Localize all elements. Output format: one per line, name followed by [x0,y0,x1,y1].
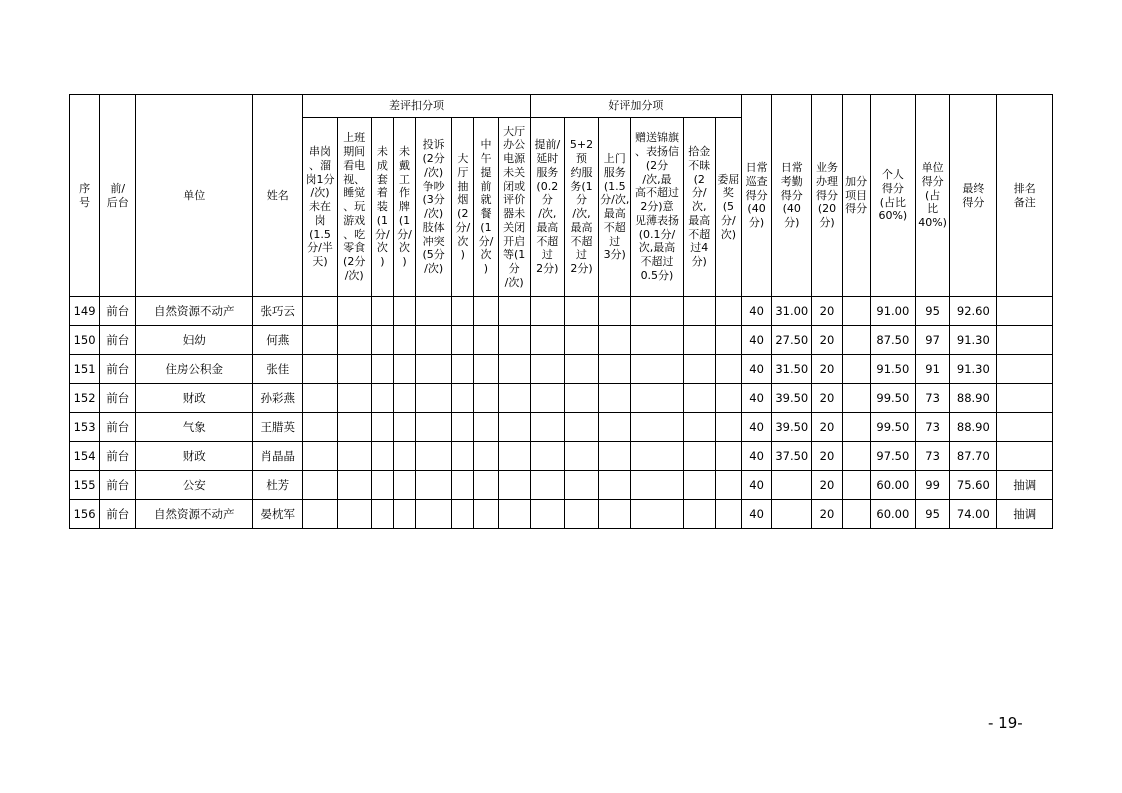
cell-empty [303,500,337,529]
cell-empty [683,297,715,326]
cell-bonus-score [842,413,870,442]
cell-empty [599,442,631,471]
header-front-back: 前/ 后台 [100,95,136,297]
cell-empty [452,355,474,384]
cell-empty [530,355,564,384]
cell-final: 74.00 [950,500,997,529]
cell-daily-patrol: 40 [742,442,772,471]
cell-unit-score: 99 [916,471,950,500]
cell-empty [683,413,715,442]
cell-empty [371,413,393,442]
header-deduct-item: 串岗 、溜 岗1分 /次) 未在 岗 (1.5 分/半 天) [303,118,337,297]
cell-daily-patrol: 40 [742,413,772,442]
cell-empty [498,384,530,413]
cell-personal: 91.50 [870,355,915,384]
table-row [70,442,1053,471]
cell-seq: 152 [70,384,100,413]
cell-business: 20 [812,500,842,529]
cell-empty [303,384,337,413]
cell-name: 何燕 [253,326,303,355]
cell-daily-attendance: 31.50 [772,355,812,384]
cell-final: 92.60 [950,297,997,326]
header-name: 姓名 [253,95,303,297]
cell-daily-patrol: 40 [742,500,772,529]
cell-empty [393,355,415,384]
cell-personal: 91.00 [870,297,915,326]
cell-daily-attendance: 39.50 [772,413,812,442]
score-table [69,94,1053,529]
cell-personal: 87.50 [870,326,915,355]
table-row [70,413,1053,442]
cell-empty [530,500,564,529]
header-deduct-item: 中 午 提 前 就 餐 (1 分/ 次 ) [474,118,498,297]
cell-empty [564,442,598,471]
header-deduct-item: 上班 期间 看电 视、 睡觉 、玩 游戏 、吃 零食 (2分 /次) [337,118,371,297]
cell-business: 20 [812,413,842,442]
cell-bonus-score [842,471,870,500]
cell-empty [564,326,598,355]
cell-seq: 155 [70,471,100,500]
cell-seq: 154 [70,442,100,471]
cell-empty [337,384,371,413]
cell-empty [530,326,564,355]
cell-unit-score: 73 [916,413,950,442]
cell-empty [393,442,415,471]
cell-empty [631,413,683,442]
cell-empty [474,442,498,471]
cell-empty [371,355,393,384]
cell-empty [452,297,474,326]
cell-empty [371,297,393,326]
cell-empty [303,355,337,384]
cell-bonus-score [842,297,870,326]
cell-unit-score: 73 [916,384,950,413]
header-bonus-item: 提前/ 延时 服务 (0.2 分 /次, 最高 不超 过 2分) [530,118,564,297]
cell-personal: 60.00 [870,471,915,500]
cell-bonus-score [842,355,870,384]
cell-empty [564,471,598,500]
header-seq: 序 号 [70,95,100,297]
cell-business: 20 [812,297,842,326]
cell-empty [599,413,631,442]
cell-empty [474,413,498,442]
cell-empty [371,471,393,500]
cell-daily-attendance: 27.50 [772,326,812,355]
cell-empty [715,471,741,500]
header-bonus-item: 拾金 不昧 (2 分/ 次, 最高 不超 过4 分) [683,118,715,297]
cell-empty [530,297,564,326]
table-row [70,500,1053,529]
cell-front-back: 前台 [100,384,136,413]
cell-empty [337,326,371,355]
cell-empty [416,500,452,529]
cell-business: 20 [812,326,842,355]
cell-personal: 99.50 [870,413,915,442]
cell-unit-score: 73 [916,442,950,471]
cell-empty [599,326,631,355]
cell-business: 20 [812,355,842,384]
table-row [70,384,1053,413]
cell-personal: 99.50 [870,384,915,413]
cell-rank-note [997,355,1053,384]
cell-unit-score: 95 [916,297,950,326]
cell-unit-score: 91 [916,355,950,384]
cell-empty [337,500,371,529]
cell-front-back: 前台 [100,326,136,355]
cell-empty [715,384,741,413]
cell-final: 91.30 [950,326,997,355]
cell-name: 王腊英 [253,413,303,442]
cell-empty [683,442,715,471]
cell-empty [416,413,452,442]
cell-seq: 150 [70,326,100,355]
cell-empty [631,355,683,384]
header-deduct-item: 大 厅 抽 烟 (2 分/ 次 ) [452,118,474,297]
cell-empty [683,500,715,529]
header-bonus-item: 5+2预 约服 务(1 分 /次, 最高 不超 过 2分) [564,118,598,297]
cell-unit: 妇幼 [136,326,253,355]
cell-empty [715,500,741,529]
cell-empty [715,297,741,326]
cell-empty [416,297,452,326]
cell-empty [452,471,474,500]
cell-empty [393,471,415,500]
cell-empty [498,500,530,529]
cell-front-back: 前台 [100,355,136,384]
cell-rank-note [997,442,1053,471]
cell-daily-attendance [772,500,812,529]
cell-empty [452,326,474,355]
cell-empty [337,413,371,442]
cell-empty [337,471,371,500]
cell-empty [498,326,530,355]
cell-empty [631,500,683,529]
cell-bonus-score [842,442,870,471]
header-bonus-group: 好评加分项 [530,95,741,118]
cell-front-back: 前台 [100,500,136,529]
cell-empty [498,413,530,442]
header-deduct-item: 大厅 办公 电源 未关 闭或 评价 器未 关闭 开启 等(1 分 /次) [498,118,530,297]
cell-empty [683,384,715,413]
cell-empty [599,500,631,529]
cell-empty [683,326,715,355]
cell-front-back: 前台 [100,297,136,326]
cell-unit: 自然资源不动产 [136,297,253,326]
cell-empty [564,297,598,326]
cell-bonus-score [842,500,870,529]
cell-empty [715,326,741,355]
cell-empty [416,384,452,413]
cell-empty [393,297,415,326]
cell-empty [416,471,452,500]
cell-empty [530,384,564,413]
header-unit: 单位 [136,95,253,297]
cell-final: 75.60 [950,471,997,500]
cell-empty [393,326,415,355]
cell-unit-score: 95 [916,500,950,529]
cell-unit: 财政 [136,384,253,413]
cell-seq: 156 [70,500,100,529]
header-deduct-item: 未 成 套 着 装 (1 分/ 次 ) [371,118,393,297]
cell-empty [416,442,452,471]
cell-empty [393,500,415,529]
cell-unit: 自然资源不动产 [136,500,253,529]
cell-name: 肖晶晶 [253,442,303,471]
header-personal: 个人 得分 (占比 60%) [870,95,915,297]
cell-empty [452,442,474,471]
cell-empty [371,384,393,413]
cell-empty [474,326,498,355]
cell-daily-attendance: 31.00 [772,297,812,326]
cell-seq: 151 [70,355,100,384]
cell-daily-attendance: 39.50 [772,384,812,413]
cell-unit: 公安 [136,471,253,500]
header-final: 最终 得分 [950,95,997,297]
cell-business: 20 [812,384,842,413]
header-daily-attendance: 日常 考勤 得分 (40 分) [772,95,812,297]
cell-bonus-score [842,384,870,413]
cell-empty [474,355,498,384]
cell-empty [599,471,631,500]
cell-bonus-score [842,326,870,355]
header-bonus-score: 加分 项目 得分 [842,95,870,297]
cell-empty [452,413,474,442]
cell-rank-note [997,326,1053,355]
header-daily-patrol: 日常 巡查 得分 (40 分) [742,95,772,297]
cell-empty [564,500,598,529]
header-deduct-item: 未 戴 工 作 牌 (1 分/ 次 ) [393,118,415,297]
cell-empty [564,384,598,413]
cell-empty [564,413,598,442]
cell-rank-note [997,384,1053,413]
cell-front-back: 前台 [100,413,136,442]
cell-empty [631,297,683,326]
cell-personal: 97.50 [870,442,915,471]
cell-daily-patrol: 40 [742,297,772,326]
cell-empty [498,297,530,326]
cell-empty [452,500,474,529]
cell-seq: 153 [70,413,100,442]
cell-business: 20 [812,442,842,471]
cell-daily-attendance [772,471,812,500]
cell-name: 张佳 [253,355,303,384]
cell-name: 杜芳 [253,471,303,500]
cell-daily-patrol: 40 [742,384,772,413]
table-row [70,355,1053,384]
table-row [70,297,1053,326]
cell-empty [474,471,498,500]
cell-daily-attendance: 37.50 [772,442,812,471]
header-unit-score: 单位 得分 (占 比 40%) [916,95,950,297]
cell-empty [303,326,337,355]
cell-empty [715,355,741,384]
cell-empty [631,326,683,355]
cell-empty [631,471,683,500]
header-deduct-item: 投诉 (2分 /次) 争吵 (3分 /次) 肢体 冲突 (5分 /次) [416,118,452,297]
cell-seq: 149 [70,297,100,326]
cell-empty [530,413,564,442]
cell-unit: 财政 [136,442,253,471]
cell-rank-note: 抽调 [997,471,1053,500]
cell-personal: 60.00 [870,500,915,529]
cell-empty [474,297,498,326]
cell-final: 87.70 [950,442,997,471]
cell-empty [371,442,393,471]
cell-empty [498,442,530,471]
cell-empty [303,297,337,326]
cell-empty [337,442,371,471]
cell-final: 88.90 [950,384,997,413]
cell-empty [337,355,371,384]
cell-empty [474,500,498,529]
header-business: 业务 办理 得分 (20 分) [812,95,842,297]
table-row [70,471,1053,500]
cell-empty [530,471,564,500]
cell-empty [599,355,631,384]
cell-rank-note: 抽调 [997,500,1053,529]
cell-empty [371,500,393,529]
cell-daily-patrol: 40 [742,471,772,500]
cell-empty [683,471,715,500]
header-rank: 排名 备注 [997,95,1053,297]
header-deduct-group: 差评扣分项 [303,95,530,118]
cell-name: 张巧云 [253,297,303,326]
cell-unit-score: 97 [916,326,950,355]
cell-empty [498,355,530,384]
cell-empty [303,442,337,471]
cell-empty [683,355,715,384]
cell-daily-patrol: 40 [742,355,772,384]
cell-empty [530,442,564,471]
header-bonus-item: 上门 服务 (1.5 分/次, 最高 不超 过 3分) [599,118,631,297]
cell-unit: 住房公积金 [136,355,253,384]
cell-empty [416,355,452,384]
cell-final: 88.90 [950,413,997,442]
cell-empty [452,384,474,413]
cell-empty [631,442,683,471]
cell-empty [416,326,452,355]
header-group-row [70,95,1053,118]
cell-empty [371,326,393,355]
cell-daily-patrol: 40 [742,326,772,355]
cell-empty [631,384,683,413]
cell-final: 91.30 [950,355,997,384]
page-number: - 19- [988,714,1023,732]
cell-name: 晏枕军 [253,500,303,529]
cell-empty [393,384,415,413]
cell-empty [599,297,631,326]
header-bonus-item: 委屈 奖 (5 分/ 次) [715,118,741,297]
header-bonus-item: 赠送锦旗 、表扬信 (2分 /次,最 高不超过 2分)意 见薄表扬 (0.1分/ 次,最高 不超过 0.5分) [631,118,683,297]
cell-business: 20 [812,471,842,500]
cell-empty [474,384,498,413]
cell-front-back: 前台 [100,471,136,500]
cell-empty [393,413,415,442]
cell-empty [303,471,337,500]
cell-name: 孙彩燕 [253,384,303,413]
cell-empty [715,413,741,442]
cell-unit: 气象 [136,413,253,442]
cell-rank-note [997,413,1053,442]
cell-front-back: 前台 [100,442,136,471]
cell-empty [337,297,371,326]
cell-empty [715,442,741,471]
cell-rank-note [997,297,1053,326]
cell-empty [564,355,598,384]
cell-empty [498,471,530,500]
cell-empty [599,384,631,413]
table-row [70,326,1053,355]
cell-empty [303,413,337,442]
